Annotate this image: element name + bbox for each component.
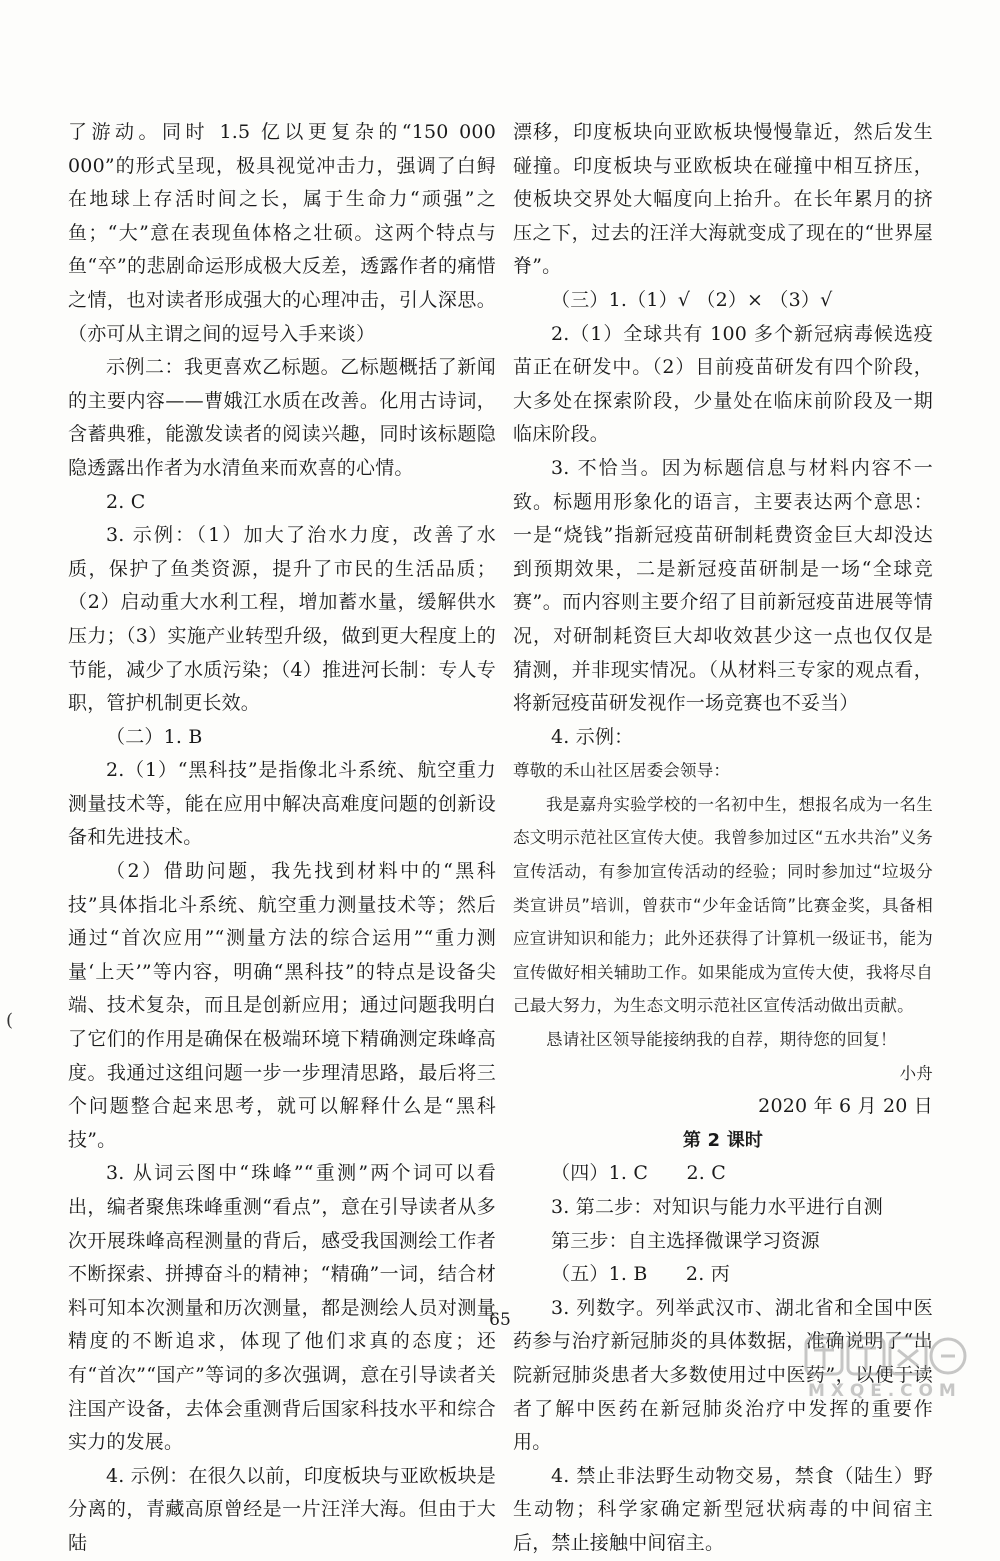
step-two: 3. 第二步：对知识与能力水平进行自测 (551, 1196, 883, 1218)
watermark-logo-icon (802, 1332, 972, 1402)
right-paragraph-2: 2.（1）全球共有 100 多个新冠病毒候选疫苗正在研发中。（2）目前疫苗研发有四个阶段，大多处在探索阶段，少量处在临床前阶段及一期临床阶段。 (513, 322, 933, 446)
margin-mark: ( (6, 1010, 14, 1031)
answers-section-three: （三）1.（1）√ （2）× （3）√ (551, 288, 833, 311)
right-paragraph-3: 3. 不恰当。因为标题信息与材料内容不一致。标题用形象化的语言，主要表达两个意思：一是“烧钱”指新冠疫苗研制耗费资金巨大却没达到预期效果，二是新冠疫苗研制是一场“全球竞赛”。而内容则主要介绍了目前新冠疫苗进展等情况，对研制耗资巨大却收效甚少这一点也仅仅是猜测，并非现实情况。（从材料三专家的观点看，将新冠疫苗研发视作一场竞赛也不妥当） (513, 456, 933, 715)
letter-closing: 恳请社区领导能接纳我的自荐，期待您的回复！ (546, 1030, 897, 1050)
letter-date: 2020 年 6 月 20 日 (758, 1095, 933, 1118)
letter-greeting: 尊敬的禾山社区居委会领导： (513, 761, 731, 781)
letter-body: 我是嘉舟实验学校的一名初中生，想报名成为一名生态文明示范社区宣传大使。我曾参加过区“五水共治”义务宣传活动，有参加宣传活动的经验；同时参加过“垃圾分类宣讲员”培训，曾获市“少年金话筒”比赛金奖，具备相应宣讲知识和能力；此外还获得了计算机一级证书，能为宣传做好相关辅助工作。如果能成为宣传大使，我将尽自己最大努力，为生态文明示范社区宣传活动做出贡献。 (513, 794, 933, 1016)
item-4-label: 4. 示例： (551, 725, 634, 748)
right-paragraph-5-3: 3. 列数字。列举武汉市、湖北省和全国中医药参与治疗新冠肺炎的具体数据，准确说明了“出院新冠肺炎患者大多数使用过中医药”，以便于读者了解中医药在新冠肺炎治疗中发挥的重要作用。 (513, 1296, 933, 1454)
left-paragraph-5: （二）1. B (106, 725, 203, 748)
left-paragraph-2: 示例二：我更喜欢乙标题。乙标题概括了新闻的主要内容——曹娥江水质在改善。化用古诗词，含蓄典雅，能激发读者的阅读兴趣，同时该标题隐隐透露出作者为水清鱼来而欢喜的心情。 (68, 356, 496, 479)
left-paragraph-9: 4. 示例：在很久以前，印度板块与亚欧板块是分离的，青藏高原曾经是一片汪洋大海。但由于大陆 (68, 1464, 496, 1554)
page-number: 65 (489, 1310, 511, 1330)
svg-text:M X Q E . C O M: M X Q E . C O M (808, 1381, 956, 1401)
left-paragraph-7: （2）借助问题，我先找到材料中的“黑科技”具体指北斗系统、航空重力测量技术等；然后通过“首次应用”“测量方法的综合运用”“重力测量‘上天’”等内容，明确“黑科技”的特点是设备尖端、技术复杂，而且是创新应用；通过问题我明白了它们的作用是确保在极端环境下精确测定珠峰高度。我通过这组问题一步一步理清思路，最后将三个问题整合起来思考，就可以解释什么是“黑科技”。 (68, 860, 496, 1151)
lesson-title: 第 2 课时 (682, 1129, 764, 1151)
letter-signature: 小舟 (899, 1063, 933, 1083)
right-paragraph-1: 漂移，印度板块向亚欧板块慢慢靠近，然后发生碰撞。印度板块与亚欧板块在碰撞中相互挤压，使板块交界处大幅度向上抬升。在长年累月的挤压之下，过去的汪洋大海就变成了现在的“世界屋脊”。 (513, 121, 933, 278)
left-paragraph-6: 2.（1）“黑科技”是指像北斗系统、航空重力测量技术等，能在应用中解决高难度问题的创新设备和先进技术。 (68, 759, 496, 849)
step-three: 第三步：自主选择微课学习资源 (551, 1229, 820, 1252)
left-column (68, 116, 496, 1561)
left-paragraph-3: 2. C (106, 490, 146, 513)
left-paragraph-1: 了游动。同时 1.5 亿以更复杂的“150 000 000”的形式呈现，极具视觉冲击力，强调了白鲟在地球上存活时间之长，属于生命力“顽强”之鱼；“大”意在表现鱼体格之壮硕。这两个特点与鱼“卒”的悲剧命运形成极大反差，透露作者的痛惜之情，也对读者形成强大的心理冲击，引人深思。（亦可从主谓之间的逗号入手来谈） (68, 121, 496, 345)
left-paragraph-4: 3. 示例：（1）加大了治水力度，改善了水质，保护了鱼类资源，提升了市民的生活品质；（2）启动重大水利工程，增加蓄水量，缓解供水压力；（3）实施产业转型升级，做到更大程度上的节能，减少了水质污染；（4）推进河长制：专人专职，管护机制更长效。 (68, 524, 496, 715)
right-paragraph-5-4: 4. 禁止非法野生动物交易，禁食（陆生）野生动物；科学家确定新型冠状病毒的中间宿主后，禁止接触中间宿主。 (513, 1464, 933, 1554)
left-paragraph-8: 3. 从词云图中“珠峰”“重测”两个词可以看出，编者聚焦珠峰重测“看点”，意在引导读者从多次开展珠峰高程测量的背后，感受我国测绘工作者不断探索、拼搏奋斗的精神；“精确”一词，结合材料可知本次测量和历次测量，都是测绘人员对测量精度的不断追求，体现了他们求真的态度；还有“首次”“国产”等词的多次强调，意在引导读者关注国产设备，去体会重测背后国家科技水平和综合实力的发展。 (68, 1162, 496, 1454)
answers-section-four: （四）1. C 2. C (551, 1162, 727, 1185)
answers-section-five: （五）1. B 2. 丙 (551, 1263, 730, 1286)
